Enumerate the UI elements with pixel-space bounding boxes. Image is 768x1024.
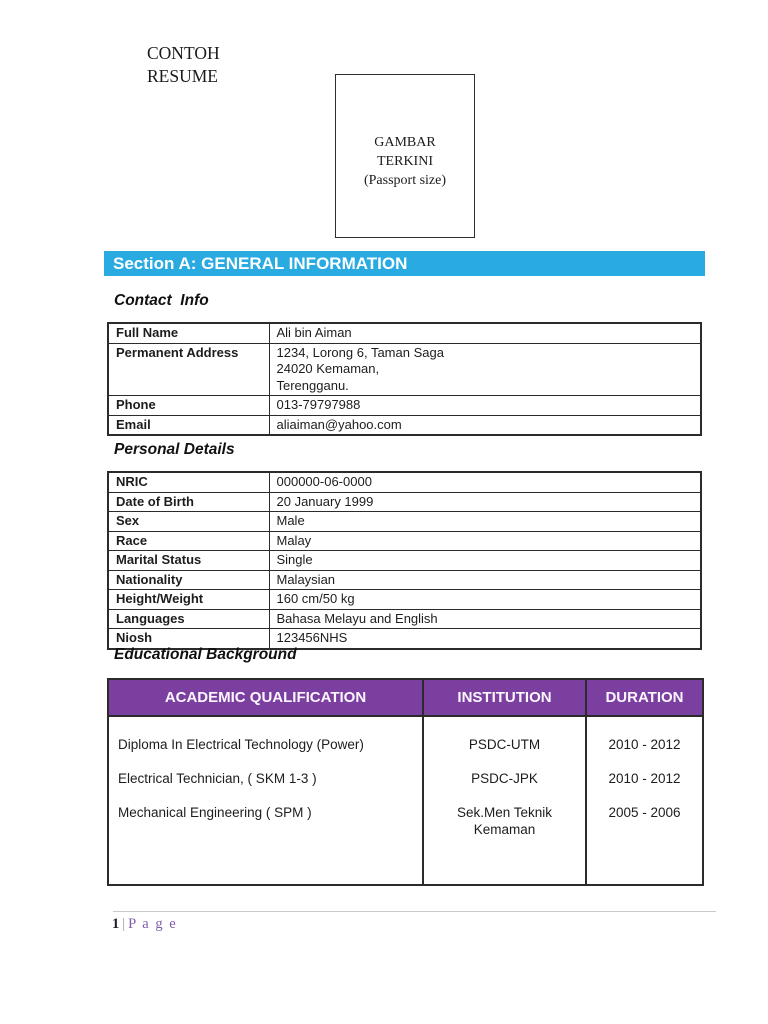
contact-row-value: 013-79797988 <box>269 396 701 416</box>
photo-placeholder-line3: (Passport size) <box>363 173 447 188</box>
education-institution-cell <box>423 716 586 885</box>
personal-row-label: Marital Status <box>108 551 269 571</box>
personal-row-label: Niosh <box>108 629 269 649</box>
address-line: 24020 Kemaman, <box>276 361 380 376</box>
education-body-row <box>108 716 703 885</box>
contact-row-label: Email <box>108 415 269 435</box>
educational-background-heading: Educational Background <box>114 646 297 663</box>
qualification-entry: Diploma In Electrical Technology (Power) <box>118 737 364 752</box>
table-row <box>108 570 701 590</box>
duration-entry: 2010 - 2012 <box>608 771 681 786</box>
corner-note-line2: RESUME <box>147 66 218 86</box>
table-row <box>108 551 701 571</box>
table-row <box>108 609 701 629</box>
section-a-header-bar <box>104 251 705 276</box>
table-row <box>108 396 701 416</box>
personal-row-label: Height/Weight <box>108 590 269 610</box>
photo-placeholder-box <box>335 74 475 238</box>
personal-row-value: Bahasa Melayu and English <box>269 609 701 629</box>
table-row <box>108 531 701 551</box>
institution-entry: PSDC-UTM <box>468 737 541 752</box>
contact-row-value: Ali bin Aiman <box>269 323 701 343</box>
address-line: Terengganu. <box>276 377 349 393</box>
table-row <box>108 492 701 512</box>
education-header-institution: INSTITUTION <box>423 679 586 716</box>
photo-placeholder-line2: TERKINI <box>377 154 433 169</box>
personal-row-label: Date of Birth <box>108 492 269 512</box>
table-row <box>108 415 701 435</box>
education-table <box>107 678 704 886</box>
personal-row-value: Malaysian <box>269 570 701 590</box>
institution-entry: Sek.Men Teknik Kemaman <box>456 805 553 837</box>
section-a-header-text: Section A: GENERAL INFORMATION <box>113 254 408 273</box>
contact-row-label: Full Name <box>108 323 269 343</box>
personal-row-label: Sex <box>108 512 269 532</box>
personal-row-label: NRIC <box>108 472 269 492</box>
contact-row-value: aliaiman@yahoo.com <box>269 415 701 435</box>
page-footer <box>112 916 177 933</box>
education-qualification-cell <box>108 716 423 885</box>
contact-info-heading: Contact Info <box>114 292 209 309</box>
duration-entry: 2005 - 2006 <box>608 805 681 820</box>
footer-page-label: P a g e <box>128 916 178 932</box>
personal-row-value: 160 cm/50 kg <box>269 590 701 610</box>
education-header-duration: DURATION <box>586 679 703 716</box>
table-row <box>108 512 701 532</box>
contact-info-table <box>107 322 702 436</box>
personal-row-label: Race <box>108 531 269 551</box>
education-header-row <box>108 679 703 716</box>
personal-row-value: Single <box>269 551 701 571</box>
table-row <box>108 323 701 343</box>
page-number: 1 <box>112 916 120 932</box>
institution-entry: PSDC-JPK <box>471 771 538 786</box>
corner-note <box>147 42 220 88</box>
personal-details-heading: Personal Details <box>114 441 235 458</box>
duration-entry: 2010 - 2012 <box>608 737 681 752</box>
education-duration-cell <box>586 716 703 885</box>
footer-divider <box>113 911 716 912</box>
table-row <box>108 590 701 610</box>
table-row <box>108 343 701 396</box>
footer-separator: | <box>122 916 126 932</box>
qualification-entry: Electrical Technician, ( SKM 1-3 ) <box>118 771 317 786</box>
address-line: 1234, Lorong 6, Taman Saga <box>276 344 444 360</box>
personal-details-table <box>107 471 702 650</box>
personal-row-value: 000000-06-0000 <box>269 472 701 492</box>
education-header-qualification: ACADEMIC QUALIFICATION <box>108 679 423 716</box>
corner-note-line1: CONTOH <box>147 43 220 63</box>
photo-placeholder-line1: GAMBAR <box>374 135 436 150</box>
contact-row-value <box>269 343 701 396</box>
personal-row-label: Nationality <box>108 570 269 590</box>
contact-row-label: Phone <box>108 396 269 416</box>
qualification-entry: Mechanical Engineering ( SPM ) <box>118 805 312 820</box>
table-row <box>108 472 701 492</box>
personal-row-value: 20 January 1999 <box>269 492 701 512</box>
personal-row-label: Languages <box>108 609 269 629</box>
personal-row-value: Malay <box>269 531 701 551</box>
personal-row-value: Male <box>269 512 701 532</box>
contact-row-label: Permanent Address <box>108 343 269 396</box>
personal-row-value: 123456NHS <box>269 629 701 649</box>
